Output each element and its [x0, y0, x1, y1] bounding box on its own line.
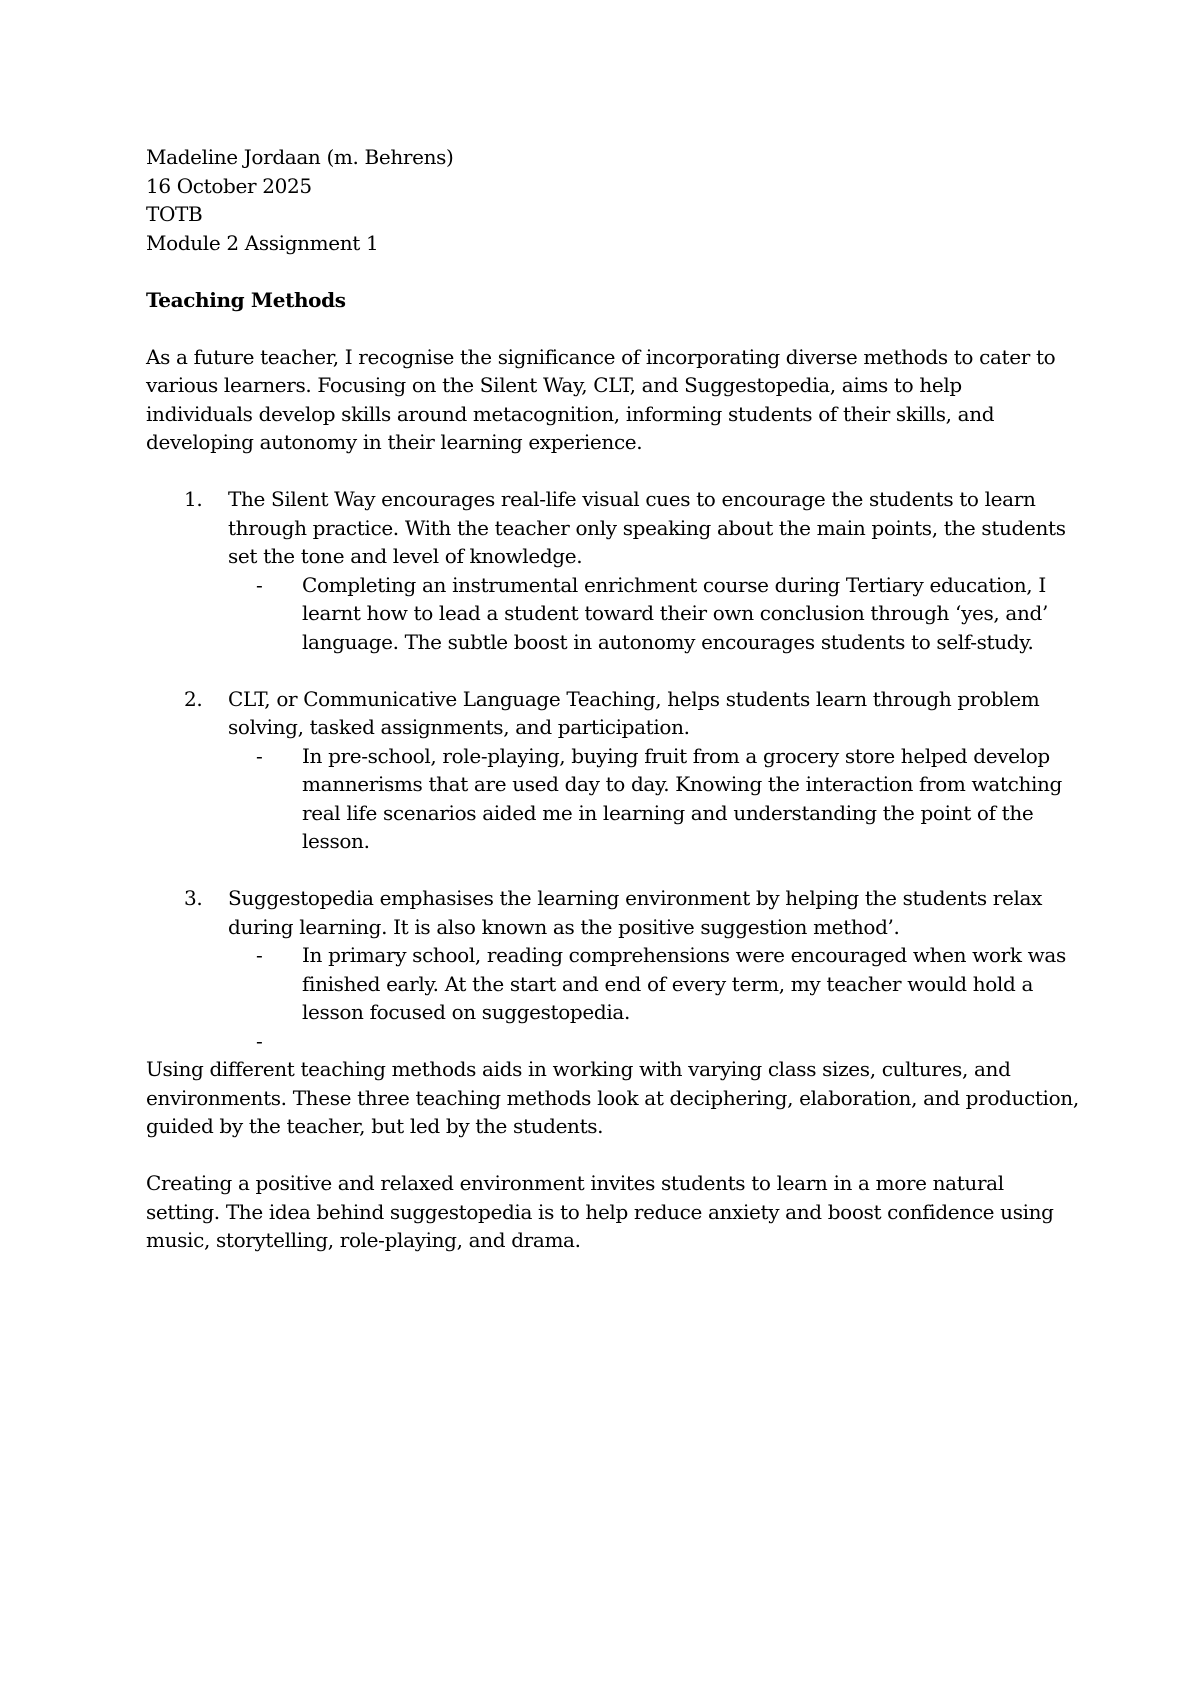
text-line: music, storytelling, role-playing, and drama.: [146, 1228, 581, 1252]
text-line: real life scenarios aided me in learning and understanding the point of the: [302, 800, 1034, 825]
text-line: various learners. Focusing on the Silent Way, CLT, and Suggestopedia, aims to help: [146, 373, 962, 397]
list-number: 2.: [184, 686, 203, 711]
text-line: language. The subtle boost in autonomy encourages students to self-study.: [302, 629, 1034, 654]
list-number: 3.: [184, 886, 203, 910]
list-number: 1.: [184, 487, 203, 511]
text-line: lesson.: [302, 829, 370, 853]
text-line: environments. These three teaching methods look at deciphering, elaboration, and production,: [146, 1085, 1079, 1110]
text-line: As a future teacher, I recognise the significance of incorporating diverse methods to cater to: [146, 344, 1056, 369]
numbered-point: [146, 485, 1066, 571]
conclusion-paragraph-1: [146, 1055, 1079, 1141]
document-title: Teaching Methods: [146, 287, 346, 312]
method-item-clt: [146, 685, 1066, 856]
document-date: 16 October 2025: [146, 173, 312, 198]
sub-bullet: [146, 571, 1066, 657]
sub-bullet: [146, 742, 1066, 856]
course-code: TOTB: [146, 202, 203, 226]
sub-bullet: [146, 941, 1066, 1027]
text-line: Suggestopedia emphasises the learning environment by helping the students relax: [228, 886, 1043, 910]
method-item-silent-way: [146, 485, 1066, 656]
text-line: during learning. It is also known as the positive suggestion method’.: [228, 914, 900, 939]
text-line: learnt how to lead a student toward their own conclusion through ‘yes, and’: [302, 601, 1048, 625]
numbered-point: [146, 884, 1066, 941]
text-line: guided by the teacher, but led by the students.: [146, 1114, 604, 1138]
text-line: Creating a positive and relaxed environment invites students to learn in a more natural: [146, 1171, 1004, 1195]
text-line: developing autonomy in their learning experience.: [146, 430, 643, 454]
text-line: Completing an instrumental enrichment course during Tertiary education, I: [302, 572, 1046, 597]
document-page: [146, 143, 1079, 1255]
dash-bullet: -: [256, 1028, 263, 1053]
text-line: set the tone and level of knowledge.: [228, 544, 583, 568]
text-line: CLT, or Communicative Language Teaching, helps students learn through problem: [228, 686, 1040, 711]
text-line: mannerisms that are used day to day. Knowing the interaction from watching: [302, 772, 1062, 796]
text-line: finished early. At the start and end of every term, my teacher would hold a: [302, 971, 1034, 996]
text-line: lesson focused on suggestopedia.: [302, 1000, 630, 1024]
method-item-suggestopedia: [146, 884, 1066, 1055]
text-line: through practice. With the teacher only speaking about the main points, the students: [228, 515, 1066, 540]
text-line: In pre-school, role-playing, buying fruit from a grocery store helped develop: [302, 743, 1050, 768]
dash-bullet: -: [256, 572, 263, 597]
text-line: Using different teaching methods aids in working with varying class sizes, cultures, and: [146, 1057, 1011, 1081]
dash-bullet: -: [256, 943, 263, 967]
text-line: solving, tasked assignments, and participation.: [228, 715, 690, 739]
dash-bullet: -: [256, 743, 263, 768]
author-name: Madeline Jordaan (m. Behrens): [146, 145, 454, 169]
numbered-point: [146, 685, 1066, 742]
conclusion-paragraph-2: [146, 1169, 1066, 1255]
text-line: individuals develop skills around metacognition, informing students of their skills, and: [146, 401, 995, 426]
assignment-label: Module 2 Assignment 1: [146, 230, 379, 255]
empty-sub-bullet: [146, 1027, 1066, 1056]
text-line: The Silent Way encourages real-life visual cues to encourage the students to learn: [228, 487, 1036, 511]
text-line: setting. The idea behind suggestopedia is to help reduce anxiety and boost confidence using: [146, 1199, 1054, 1224]
intro-paragraph: [146, 343, 1066, 457]
text-line: In primary school, reading comprehensions were encouraged when work was: [302, 943, 1066, 967]
header-block: [146, 143, 1066, 257]
